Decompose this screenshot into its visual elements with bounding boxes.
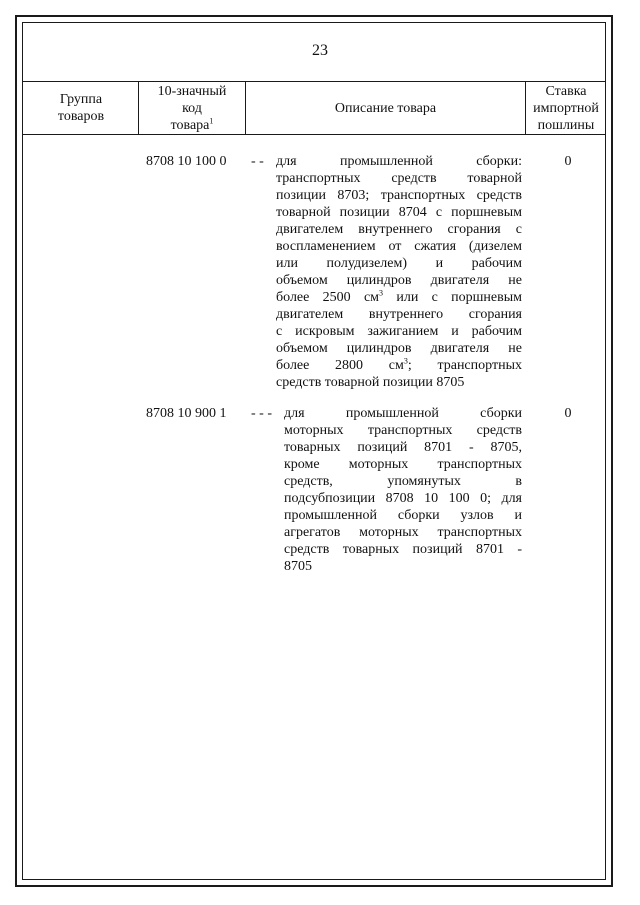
header-group-line-1: Группа (59, 92, 103, 107)
row-2-desc-line-3: товарных позиций 8701 - 8705, (284, 440, 522, 455)
row-2-desc-line-8: агрегатов моторных транспортных (284, 525, 522, 540)
row-1-desc-line-13-suffix: ; транспортных (407, 358, 522, 373)
row-1-desc-line-11: с искровым зажиганием и рабочим (276, 324, 522, 339)
row-1-desc-line-8: объемом цилиндров двигателя не (276, 273, 522, 288)
header-code-line-3 (139, 117, 245, 134)
row-2-desc-line-7: промышленной сборки узлов и (284, 508, 522, 523)
table-header-bottom-rule (23, 134, 606, 135)
row-2-desc-line-5: средств, упомянутых в (284, 474, 522, 489)
row-1-desc-line-9 (276, 289, 522, 306)
row-2-duty: 0 (564, 406, 572, 421)
header-code-line-3-text: товара (170, 118, 210, 133)
row-2-desc-line-4: кроме моторных транспортных (284, 457, 522, 472)
row-1-desc-line-7: или полудизелем) и рабочим (276, 256, 522, 271)
row-1-superscript-2: 3 (403, 356, 408, 366)
header-code (139, 83, 245, 134)
row-2-code: 8708 10 900 1 (146, 406, 227, 421)
row-1-desc-line-14: средств товарной позиции 8705 (276, 375, 465, 390)
row-2-prefix: - - - (251, 406, 272, 421)
header-duty-line-2: импортной (533, 101, 599, 116)
header-code-footnote: 1 (209, 116, 214, 126)
row-1-desc-line-4: товарной позиции 8704 с поршневым (276, 205, 522, 220)
row-1-desc-line-2: транспортных средств товарной (276, 171, 522, 186)
table-top-rule (23, 81, 606, 82)
header-duty (526, 83, 606, 134)
row-2-description (284, 405, 522, 575)
row-1-desc-line-6: воспламенением от сжатия (дизелем (276, 239, 522, 254)
row-2-desc-line-10: 8705 (284, 559, 312, 574)
header-code-line-2: код (182, 101, 202, 116)
row-2-desc-line-1: для промышленной сборки (284, 406, 522, 421)
header-description: Описание товара (334, 101, 437, 116)
row-1-desc-line-9-text: более 2500 см (276, 290, 380, 305)
header-code-line-1: 10-значный (157, 84, 227, 99)
header-duty-line-3: пошлины (537, 118, 595, 133)
row-1-desc-line-10: двигателем внутреннего сгорания (276, 307, 522, 322)
row-1-desc-line-1: для промышленной сборки: (276, 154, 522, 169)
row-1-desc-line-9-suffix: или с поршневым (396, 290, 523, 305)
row-1-prefix: - - (251, 154, 264, 169)
header-group-line-2: товаров (57, 109, 105, 124)
row-1-duty: 0 (564, 154, 572, 169)
row-2-desc-line-9: средств товарных позиций 8701 - (284, 542, 522, 557)
row-1-desc-line-12: объемом цилиндров двигателя не (276, 341, 522, 356)
row-1-description (276, 153, 522, 391)
row-1-desc-line-13 (276, 357, 522, 374)
row-2-desc-line-6: подсубпозиции 8708 10 100 0; для (284, 491, 522, 506)
page-number: 23 (312, 42, 328, 59)
row-1-desc-line-13-text: более 2800 см (276, 358, 404, 373)
header-duty-line-1: Ставка (545, 84, 587, 99)
header-group (24, 91, 138, 125)
row-1-desc-line-3: позиции 8703; транспортных средств (276, 188, 522, 203)
row-1-desc-line-5: двигателем внутреннего сгорания с (276, 222, 522, 237)
row-1-code: 8708 10 100 0 (146, 154, 227, 169)
row-2-desc-line-2: моторных транспортных средств (284, 423, 522, 438)
row-1-superscript-1: 3 (379, 288, 384, 298)
